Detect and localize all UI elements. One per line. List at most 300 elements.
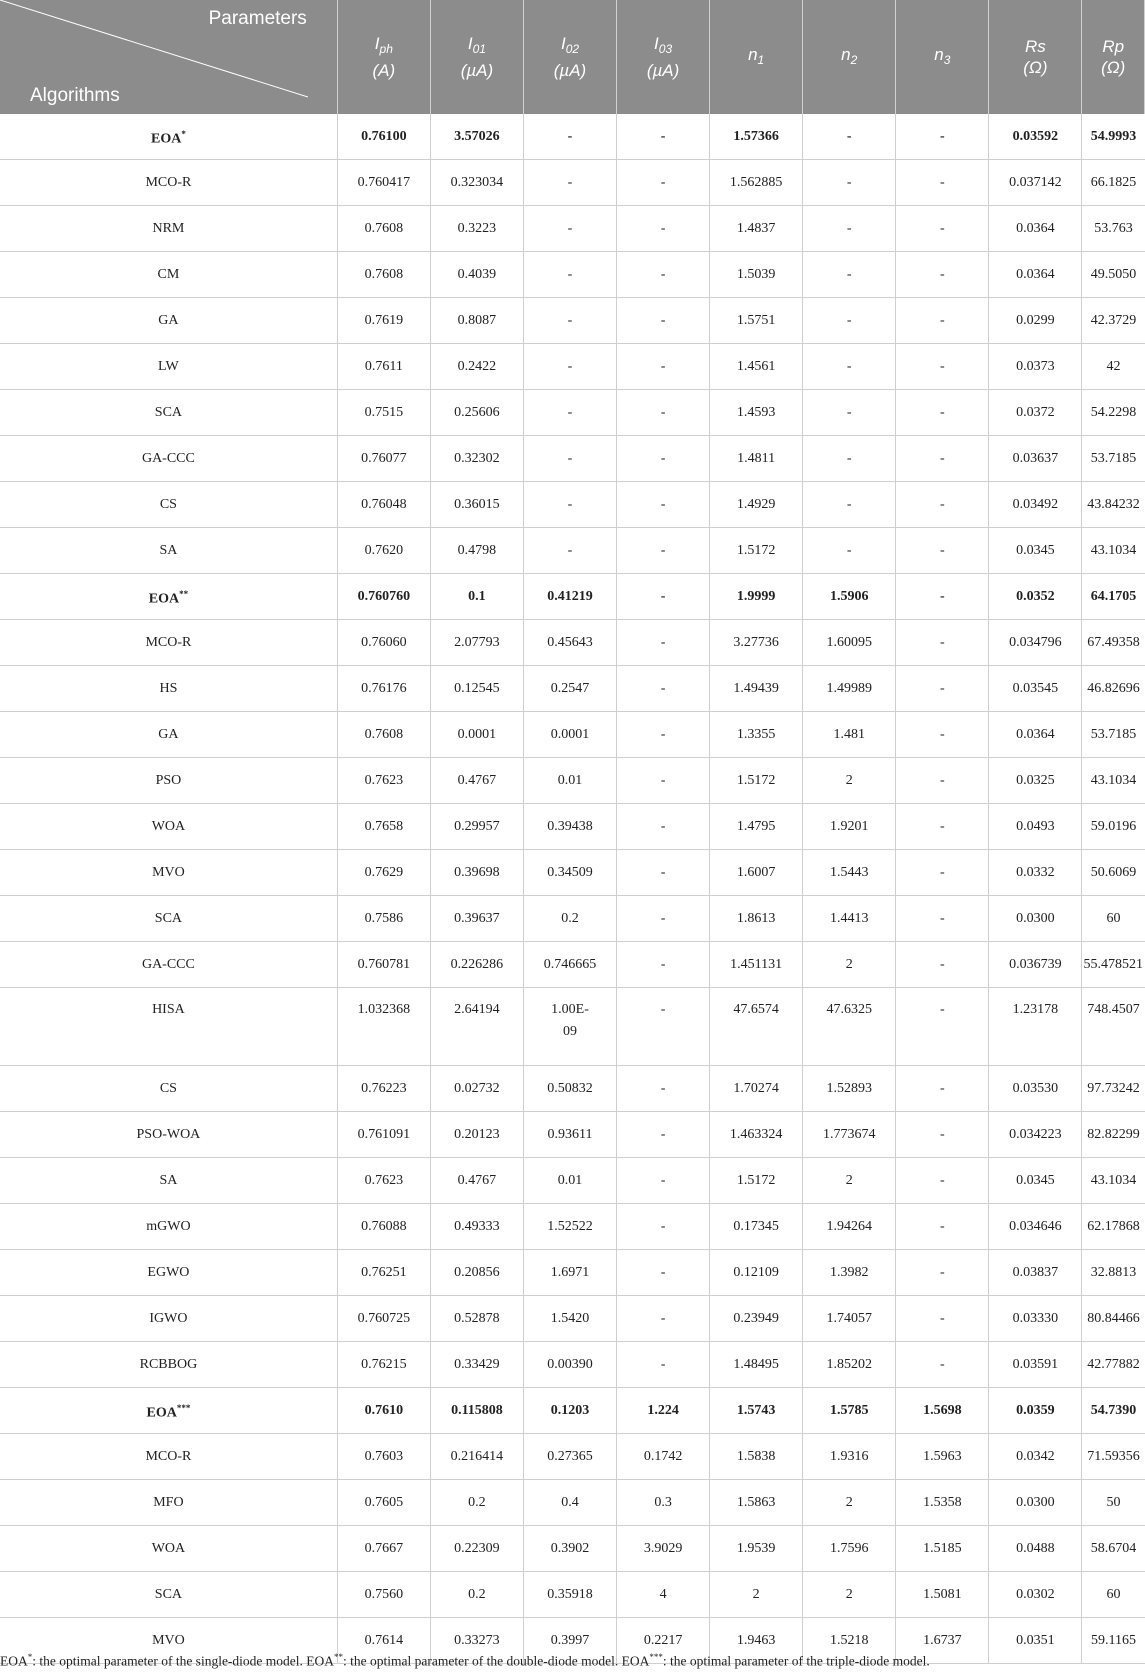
table-row (0, 1388, 1145, 1434)
value-cell: 0.0364 (989, 206, 1082, 252)
algorithm-cell: GA (0, 712, 337, 758)
value-cell: 1.5963 (896, 1434, 989, 1480)
value-cell: - (617, 160, 710, 206)
value-cell: 1.5358 (896, 1480, 989, 1526)
value-cell: 0.01 (523, 758, 616, 804)
value-cell: 0.226286 (430, 942, 523, 988)
value-cell: 0.0351 (989, 1618, 1082, 1664)
value-cell: 0.8087 (430, 298, 523, 344)
value-cell: 0.2 (523, 896, 616, 942)
value-cell: 0.034223 (989, 1112, 1082, 1158)
value-cell: - (617, 620, 710, 666)
value-cell: 1.5172 (710, 528, 803, 574)
value-cell: - (617, 114, 710, 160)
value-cell: 0.3997 (523, 1618, 616, 1664)
value-cell: 0.03592 (989, 114, 1082, 160)
value-cell: 0.39698 (430, 850, 523, 896)
value-cell: 0.0373 (989, 344, 1082, 390)
value-cell: 0.12109 (710, 1250, 803, 1296)
value-cell: 0.0364 (989, 712, 1082, 758)
col-header-symbol: $n_3$ (934, 44, 951, 67)
algorithm-cell: WOA (0, 1526, 337, 1572)
value-cell: 1.5443 (803, 850, 896, 896)
value-cell: 0.39438 (523, 804, 616, 850)
value-cell: 0.01 (523, 1158, 616, 1204)
value-cell: 1.70274 (710, 1066, 803, 1112)
table-row (0, 712, 1145, 758)
value-cell: 0.7620 (337, 528, 430, 574)
value-cell: 1.60095 (803, 620, 896, 666)
value-cell: 0.76077 (337, 436, 430, 482)
value-cell: 0.4039 (430, 252, 523, 298)
corner-header (0, 0, 337, 114)
value-cell: 59.1165 (1082, 1618, 1145, 1664)
value-cell: 0.76100 (337, 114, 430, 160)
value-cell: 0.3902 (523, 1526, 616, 1572)
value-cell: 0.0345 (989, 1158, 1082, 1204)
table-row (0, 252, 1145, 298)
value-cell: - (803, 206, 896, 252)
value-cell: - (617, 1204, 710, 1250)
value-cell: 0.7619 (337, 298, 430, 344)
value-cell: 0.0345 (989, 528, 1082, 574)
value-cell: 0.2 (430, 1480, 523, 1526)
value-cell: 1.9539 (710, 1526, 803, 1572)
value-cell: - (896, 1342, 989, 1388)
col-header-i01 (430, 0, 523, 114)
value-cell: - (617, 1296, 710, 1342)
value-cell: - (896, 942, 989, 988)
value-cell: 43.84232 (1082, 482, 1145, 528)
value-cell: 1.74057 (803, 1296, 896, 1342)
table-row (0, 1204, 1145, 1250)
value-cell: 1.7596 (803, 1526, 896, 1572)
value-cell: 1.481 (803, 712, 896, 758)
value-cell: 0.1742 (617, 1434, 710, 1480)
table-row (0, 1342, 1145, 1388)
table-row (0, 620, 1145, 666)
value-cell: 0.0332 (989, 850, 1082, 896)
value-cell: - (896, 1296, 989, 1342)
value-cell: 0.760781 (337, 942, 430, 988)
value-cell: - (617, 298, 710, 344)
value-cell: 1.9999 (710, 574, 803, 620)
value-cell: 1.463324 (710, 1112, 803, 1158)
value-cell: 1.52893 (803, 1066, 896, 1112)
value-cell: 0.39637 (430, 896, 523, 942)
algorithm-cell: PSO-WOA (0, 1112, 337, 1158)
algorithm-cell: EGWO (0, 1250, 337, 1296)
table-body (0, 114, 1145, 1664)
table-row (0, 1526, 1145, 1572)
value-cell: 0.037142 (989, 160, 1082, 206)
value-cell: 54.9993 (1082, 114, 1145, 160)
algorithm-cell: EOA* (0, 114, 337, 160)
value-cell: 0.0001 (430, 712, 523, 758)
value-cell: 1.3982 (803, 1250, 896, 1296)
value-cell: 1.8613 (710, 896, 803, 942)
value-cell: 0.760725 (337, 1296, 430, 1342)
value-cell: - (617, 804, 710, 850)
value-cell: 32.8813 (1082, 1250, 1145, 1296)
col-header-symbol: Rs (1025, 37, 1046, 56)
value-cell: 0.7605 (337, 1480, 430, 1526)
algorithm-cell: NRM (0, 206, 337, 252)
value-cell: 0.03637 (989, 436, 1082, 482)
col-header-unit: (Ω) (1101, 58, 1126, 77)
table-row (0, 344, 1145, 390)
table-row (0, 988, 1145, 1066)
algorithm-cell: MFO (0, 1480, 337, 1526)
value-cell: 0.760760 (337, 574, 430, 620)
value-cell: 1.562885 (710, 160, 803, 206)
value-cell: 1.48495 (710, 1342, 803, 1388)
value-cell: 0.0488 (989, 1526, 1082, 1572)
value-cell: - (523, 390, 616, 436)
value-cell: - (803, 436, 896, 482)
value-cell: 1.00E- 09 (523, 988, 616, 1066)
value-cell: - (617, 1066, 710, 1112)
value-cell: - (803, 160, 896, 206)
value-cell: 1.9463 (710, 1618, 803, 1664)
value-cell: 1.5785 (803, 1388, 896, 1434)
value-cell: 0.0352 (989, 574, 1082, 620)
table-row (0, 1158, 1145, 1204)
value-cell: 0.34509 (523, 850, 616, 896)
algorithms-label: Algorithms (30, 85, 120, 106)
value-cell: 0.76176 (337, 666, 430, 712)
value-cell: - (617, 574, 710, 620)
value-cell: 0.20123 (430, 1112, 523, 1158)
value-cell: 1.49989 (803, 666, 896, 712)
table-row (0, 1250, 1145, 1296)
value-cell: 0.76215 (337, 1342, 430, 1388)
value-cell: 53.763 (1082, 206, 1145, 252)
col-header-symbol: $I_{03}$ (654, 34, 673, 56)
value-cell: - (523, 298, 616, 344)
value-cell: 1.6007 (710, 850, 803, 896)
value-cell: 0.27365 (523, 1434, 616, 1480)
value-cell: 0.20856 (430, 1250, 523, 1296)
col-header-symbol: $n_1$ (748, 44, 765, 67)
algorithm-cell: RCBBOG (0, 1342, 337, 1388)
algorithm-cell: PSO (0, 758, 337, 804)
value-cell: 0.0493 (989, 804, 1082, 850)
algorithm-cell: CS (0, 1066, 337, 1112)
algorithm-cell: mGWO (0, 1204, 337, 1250)
col-header-unit: (µA) (553, 61, 587, 80)
algorithm-cell: WOA (0, 804, 337, 850)
value-cell: 0.0359 (989, 1388, 1082, 1434)
table-row (0, 436, 1145, 482)
table-row (0, 206, 1145, 252)
algorithm-cell: EOA** (0, 574, 337, 620)
value-cell: 64.1705 (1082, 574, 1145, 620)
col-header-unit: (A) (372, 61, 396, 80)
value-cell: - (617, 850, 710, 896)
value-cell: 0.4767 (430, 758, 523, 804)
col-header-i02 (523, 0, 616, 114)
value-cell: - (617, 1342, 710, 1388)
value-cell: 0.7667 (337, 1526, 430, 1572)
value-cell: 67.49358 (1082, 620, 1145, 666)
value-cell: - (896, 160, 989, 206)
value-cell: - (617, 712, 710, 758)
value-cell: - (617, 1158, 710, 1204)
table-row (0, 1572, 1145, 1618)
value-cell: 0.2547 (523, 666, 616, 712)
value-cell: 2 (803, 942, 896, 988)
value-cell: 0.036739 (989, 942, 1082, 988)
value-cell: - (617, 758, 710, 804)
value-cell: - (896, 666, 989, 712)
value-cell: 0.0299 (989, 298, 1082, 344)
value-cell: 1.4811 (710, 436, 803, 482)
value-cell: 0.22309 (430, 1526, 523, 1572)
value-cell: 0.7586 (337, 896, 430, 942)
col-header-n2 (803, 0, 896, 114)
algorithm-cell: HISA (0, 988, 337, 1066)
value-cell: 0.3 (617, 1480, 710, 1526)
value-cell: - (896, 298, 989, 344)
value-cell: 43.1034 (1082, 758, 1145, 804)
value-cell: - (896, 1158, 989, 1204)
value-cell: 1.49439 (710, 666, 803, 712)
table-row (0, 1066, 1145, 1112)
value-cell: 2 (803, 758, 896, 804)
value-cell: 42.77882 (1082, 1342, 1145, 1388)
value-cell: - (617, 528, 710, 574)
table-row (0, 298, 1145, 344)
value-cell: - (896, 436, 989, 482)
footnote: EOA*: the optimal parameter of the single-diode model. EOA**: the optimal parameter of the double-diode model. EOA***: the optimal parameter of the triple-diode model. (0, 1652, 930, 1669)
algorithm-cell: LW (0, 344, 337, 390)
value-cell: - (803, 114, 896, 160)
algorithm-cell: MVO (0, 1618, 337, 1664)
value-cell: 0.0302 (989, 1572, 1082, 1618)
value-cell: 1.4837 (710, 206, 803, 252)
value-cell: 0.4798 (430, 528, 523, 574)
value-cell: 0.36015 (430, 482, 523, 528)
value-cell: 0.03492 (989, 482, 1082, 528)
table-row (0, 1112, 1145, 1158)
value-cell: 3.9029 (617, 1526, 710, 1572)
value-cell: 748.4507 (1082, 988, 1145, 1066)
value-cell: - (617, 896, 710, 942)
value-cell: 1.5838 (710, 1434, 803, 1480)
value-cell: 0.2217 (617, 1618, 710, 1664)
value-cell: 55.478521 (1082, 942, 1145, 988)
value-cell: 0.7629 (337, 850, 430, 896)
value-cell: 58.6704 (1082, 1526, 1145, 1572)
value-cell: - (896, 850, 989, 896)
value-cell: 0.0364 (989, 252, 1082, 298)
value-cell: - (896, 206, 989, 252)
value-cell: 1.5743 (710, 1388, 803, 1434)
value-cell: 0.7658 (337, 804, 430, 850)
table-row (0, 390, 1145, 436)
value-cell: 0.76088 (337, 1204, 430, 1250)
value-cell: 0.115808 (430, 1388, 523, 1434)
value-cell: - (896, 574, 989, 620)
value-cell: 0.0372 (989, 390, 1082, 436)
value-cell: 0.7611 (337, 344, 430, 390)
table-row (0, 942, 1145, 988)
value-cell: 0.7603 (337, 1434, 430, 1480)
table-row (0, 528, 1145, 574)
col-header-symbol: Rp (1102, 37, 1125, 56)
algorithm-cell: CM (0, 252, 337, 298)
value-cell: 0.52878 (430, 1296, 523, 1342)
table-row (0, 1480, 1145, 1526)
value-cell: 0.50832 (523, 1066, 616, 1112)
value-cell: - (896, 1204, 989, 1250)
value-cell: 0.034646 (989, 1204, 1082, 1250)
algorithm-cell: GA-CCC (0, 436, 337, 482)
value-cell: - (896, 620, 989, 666)
value-cell: 0.7614 (337, 1618, 430, 1664)
value-cell: 0.03837 (989, 1250, 1082, 1296)
algorithm-cell: MVO (0, 850, 337, 896)
value-cell: 47.6325 (803, 988, 896, 1066)
value-cell: 71.59356 (1082, 1434, 1145, 1480)
value-cell: 1.94264 (803, 1204, 896, 1250)
value-cell: 0.7610 (337, 1388, 430, 1434)
value-cell: 0.1 (430, 574, 523, 620)
value-cell: 0.76060 (337, 620, 430, 666)
value-cell: 0.32302 (430, 436, 523, 482)
algorithm-cell: SCA (0, 1572, 337, 1618)
table-row (0, 574, 1145, 620)
value-cell: 1.5172 (710, 758, 803, 804)
value-cell: - (803, 252, 896, 298)
value-cell: - (523, 436, 616, 482)
algorithm-cell: SCA (0, 896, 337, 942)
value-cell: 1.773674 (803, 1112, 896, 1158)
value-cell: - (617, 666, 710, 712)
value-cell: 1.6737 (896, 1618, 989, 1664)
value-cell: 1.5039 (710, 252, 803, 298)
value-cell: 1.032368 (337, 988, 430, 1066)
value-cell: 0.33429 (430, 1342, 523, 1388)
value-cell: 1.451131 (710, 942, 803, 988)
col-header-i03 (617, 0, 710, 114)
value-cell: 82.82299 (1082, 1112, 1145, 1158)
table-row (0, 160, 1145, 206)
value-cell: - (523, 206, 616, 252)
table-row (0, 1434, 1145, 1480)
value-cell: 43.1034 (1082, 1158, 1145, 1204)
value-cell: 1.5172 (710, 1158, 803, 1204)
value-cell: - (523, 344, 616, 390)
col-header-rp (1082, 0, 1145, 114)
value-cell: - (523, 528, 616, 574)
value-cell: 66.1825 (1082, 160, 1145, 206)
algorithm-cell: EOA*** (0, 1388, 337, 1434)
value-cell: - (896, 114, 989, 160)
value-cell: 0.7515 (337, 390, 430, 436)
value-cell: - (617, 988, 710, 1066)
value-cell: 1.23178 (989, 988, 1082, 1066)
value-cell: 0.7560 (337, 1572, 430, 1618)
value-cell: 2 (803, 1480, 896, 1526)
algorithm-cell: SA (0, 528, 337, 574)
value-cell: 0.1203 (523, 1388, 616, 1434)
value-cell: 1.5906 (803, 574, 896, 620)
algorithm-cell: MCO-R (0, 160, 337, 206)
value-cell: - (617, 482, 710, 528)
value-cell: 0.41219 (523, 574, 616, 620)
value-cell: - (896, 344, 989, 390)
header-row (0, 0, 1145, 114)
value-cell: 42.3729 (1082, 298, 1145, 344)
value-cell: 50.6069 (1082, 850, 1145, 896)
value-cell: - (896, 482, 989, 528)
value-cell: 0.33273 (430, 1618, 523, 1664)
value-cell: 1.4929 (710, 482, 803, 528)
value-cell: - (896, 1066, 989, 1112)
col-header-unit: (µA) (646, 61, 680, 80)
value-cell: 47.6574 (710, 988, 803, 1066)
col-header-rs (989, 0, 1082, 114)
value-cell: 0.76048 (337, 482, 430, 528)
col-header-symbol: $n_2$ (841, 44, 858, 67)
value-cell: 1.9201 (803, 804, 896, 850)
value-cell: - (803, 390, 896, 436)
col-header-unit: (µA) (460, 61, 494, 80)
table-row (0, 114, 1145, 160)
value-cell: - (803, 528, 896, 574)
value-cell: - (617, 1112, 710, 1158)
col-header-n1 (710, 0, 803, 114)
value-cell: 43.1034 (1082, 528, 1145, 574)
col-header-n3 (896, 0, 989, 114)
value-cell: 0.216414 (430, 1434, 523, 1480)
value-cell: - (617, 942, 710, 988)
value-cell: 1.4561 (710, 344, 803, 390)
col-header-iph (337, 0, 430, 114)
value-cell: 1.52522 (523, 1204, 616, 1250)
value-cell: 0.23949 (710, 1296, 803, 1342)
col-header-symbol: $I_{ph}$ (374, 34, 393, 56)
value-cell: 0.0342 (989, 1434, 1082, 1480)
table-row (0, 1296, 1145, 1342)
value-cell: 0.12545 (430, 666, 523, 712)
col-header-symbol: $I_{01}$ (467, 34, 486, 56)
value-cell: - (896, 988, 989, 1066)
value-cell: 2.07793 (430, 620, 523, 666)
value-cell: 42 (1082, 344, 1145, 390)
value-cell: 0.0001 (523, 712, 616, 758)
table-row (0, 758, 1145, 804)
value-cell: 60 (1082, 1572, 1145, 1618)
value-cell: 0.93611 (523, 1112, 616, 1158)
value-cell: 2 (710, 1572, 803, 1618)
value-cell: 1.5698 (896, 1388, 989, 1434)
algorithm-cell: CS (0, 482, 337, 528)
value-cell: 1.3355 (710, 712, 803, 758)
value-cell: 0.03530 (989, 1066, 1082, 1112)
value-cell: - (617, 206, 710, 252)
value-cell: - (617, 436, 710, 482)
value-cell: 1.57366 (710, 114, 803, 160)
value-cell: 3.57026 (430, 114, 523, 160)
value-cell: - (896, 1112, 989, 1158)
col-header-symbol: $I_{02}$ (560, 34, 580, 56)
value-cell: 0.034796 (989, 620, 1082, 666)
value-cell: 49.5050 (1082, 252, 1145, 298)
value-cell: - (523, 160, 616, 206)
